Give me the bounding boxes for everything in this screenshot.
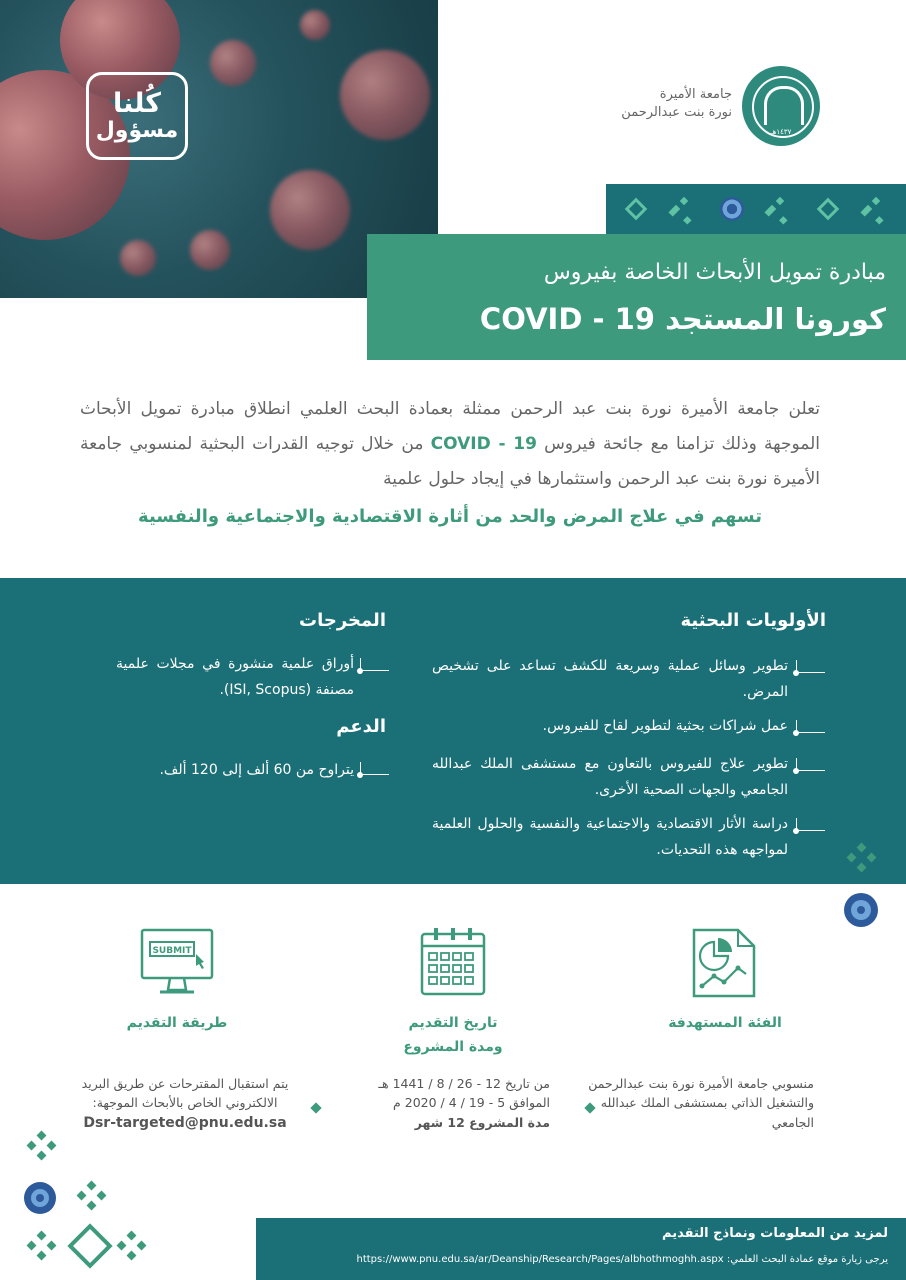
decorative-pattern-strip [606, 184, 906, 234]
calendar-icon [418, 926, 488, 1000]
footer-bar [256, 1218, 906, 1280]
bullet-line [360, 658, 389, 671]
date-title-line-1: تاريخ التقديم [408, 1015, 498, 1031]
column-method [62, 926, 292, 1036]
university-name [560, 86, 732, 122]
intro-highlight: تسهم في علاج المرض والحد من أثارة الاقتصادية والاجتماعية والنفسية [138, 506, 762, 527]
report-chart-icon [688, 926, 762, 1000]
side-pattern-icon [840, 842, 892, 932]
support-heading: الدعم [336, 716, 386, 737]
bullet-line [796, 818, 825, 831]
priority-item: عمل شراكات بحثية لتطوير لقاح للفيروس. [542, 718, 788, 734]
method-text [70, 1074, 300, 1134]
dots-pattern-icon [671, 196, 697, 222]
column-date [338, 926, 568, 1060]
date-text-line-2: الموافق 5 - 19 / 4 / 2020 م [393, 1095, 550, 1111]
support-text: يتراوح من 60 ألف إلى 120 ألف. [159, 762, 354, 778]
title-line-1: مبادرة تمويل الأبحاث الخاصة بفيروس [543, 260, 886, 285]
method-title: طريقة التقديم [126, 1015, 228, 1031]
intro-part-1: تعلن جامعة الأميرة نورة بنت عبد الرحمن ممثلة بعمادة البحث العلمي انطلاق مبادرة تمويل الأبحاث الموجهة وذلك تزامنا مع جائحة فيروس [80, 399, 820, 454]
date-title-line-2: ومدة المشروع [403, 1038, 503, 1055]
university-name-line-2: نورة بنت عبدالرحمن [621, 105, 732, 121]
date-text [320, 1074, 550, 1132]
badge-line-2: مسؤول [95, 117, 179, 143]
priority-item: تطوير وسائل عملية وسريعة للكشف تساعد على تشخيص المرض. [432, 658, 788, 700]
submit-monitor-icon [138, 926, 216, 1000]
footer-label: يرجى زيارة موقع عمادة البحث العلمي: [726, 1254, 888, 1265]
kulna-masool-logo [86, 72, 188, 160]
bullet-line [360, 762, 389, 775]
submit-label: SUBMIT [152, 946, 192, 956]
bullet-line [796, 758, 825, 771]
date-text-line-1: من تاريخ 12 - 26 / 8 / 1441 هـ [378, 1076, 550, 1091]
target-text: منسوبي جامعة الأميرة نورة بنت عبدالرحمن والتشغيل الذاتي بمستشفى الملك عبدالله الجامعي [588, 1076, 814, 1130]
outputs-text: أوراق علمية منشورة في مجلات علمية مصنفة (ISI, Scopus). [116, 656, 354, 698]
column-target [610, 926, 840, 1036]
date-text-line-3: مدة المشروع 12 شهر [414, 1114, 550, 1130]
bullet-line [796, 720, 825, 733]
footer-url-link[interactable]: https://www.pnu.edu.sa/ar/Deanship/Research/Pages/albhothmoghh.aspx [356, 1254, 724, 1265]
intro-part-2: من خلال توجيه القدرات البحثية لمنسوبي جامعة الأميرة نورة بنت عبد الرحمن واستثمارها في إيجاد حلول علمية [80, 433, 820, 489]
priorities-heading: الأولويات البحثية [680, 610, 826, 631]
date-title [338, 1012, 568, 1060]
title-box [367, 234, 906, 360]
footer-line-2 [356, 1254, 888, 1265]
footer-line-1: لمزيد من المعلومات ونماذج التقديم [662, 1226, 888, 1241]
emblem-year: ١٤٣٧هـ [770, 128, 792, 136]
flower-pattern-icon [719, 196, 745, 222]
method-description: يتم استقبال المقترحات عن طريق البريد الالكتروني الخاص بالأبحاث الموجهة: [81, 1076, 289, 1111]
target-title: الفئة المستهدفة [668, 1015, 782, 1031]
details-band [0, 578, 906, 884]
bottom-left-pattern-icon [16, 1130, 166, 1270]
method-email[interactable]: Dsr-targeted@pnu.edu.sa [83, 1114, 287, 1131]
star-pattern-icon [815, 196, 841, 222]
intro-paragraph [80, 392, 820, 497]
dots-pattern-icon [863, 196, 889, 222]
intro-covid: COVID - 19 [430, 433, 537, 454]
dots-pattern-icon [767, 196, 793, 222]
bullet-line [796, 660, 825, 673]
badge-line-1: كُلنا [113, 88, 161, 120]
university-emblem-icon [742, 66, 820, 146]
outputs-heading: المخرجات [299, 610, 386, 631]
star-pattern-icon [623, 196, 649, 222]
university-name-line-1: جامعة الأميرة [659, 87, 732, 102]
priority-item: تطوير علاج للفيروس بالتعاون مع مستشفى الملك عبدالله الجامعي والجهات الصحية الأخرى. [432, 756, 788, 798]
priority-item: دراسة الأثار الاقتصادية والاجتماعية والنفسية والحلول العلمية لمواجهه هذه التحديات. [432, 816, 788, 858]
title-line-2: كورونا المستجد 19 - COVID [479, 302, 886, 336]
